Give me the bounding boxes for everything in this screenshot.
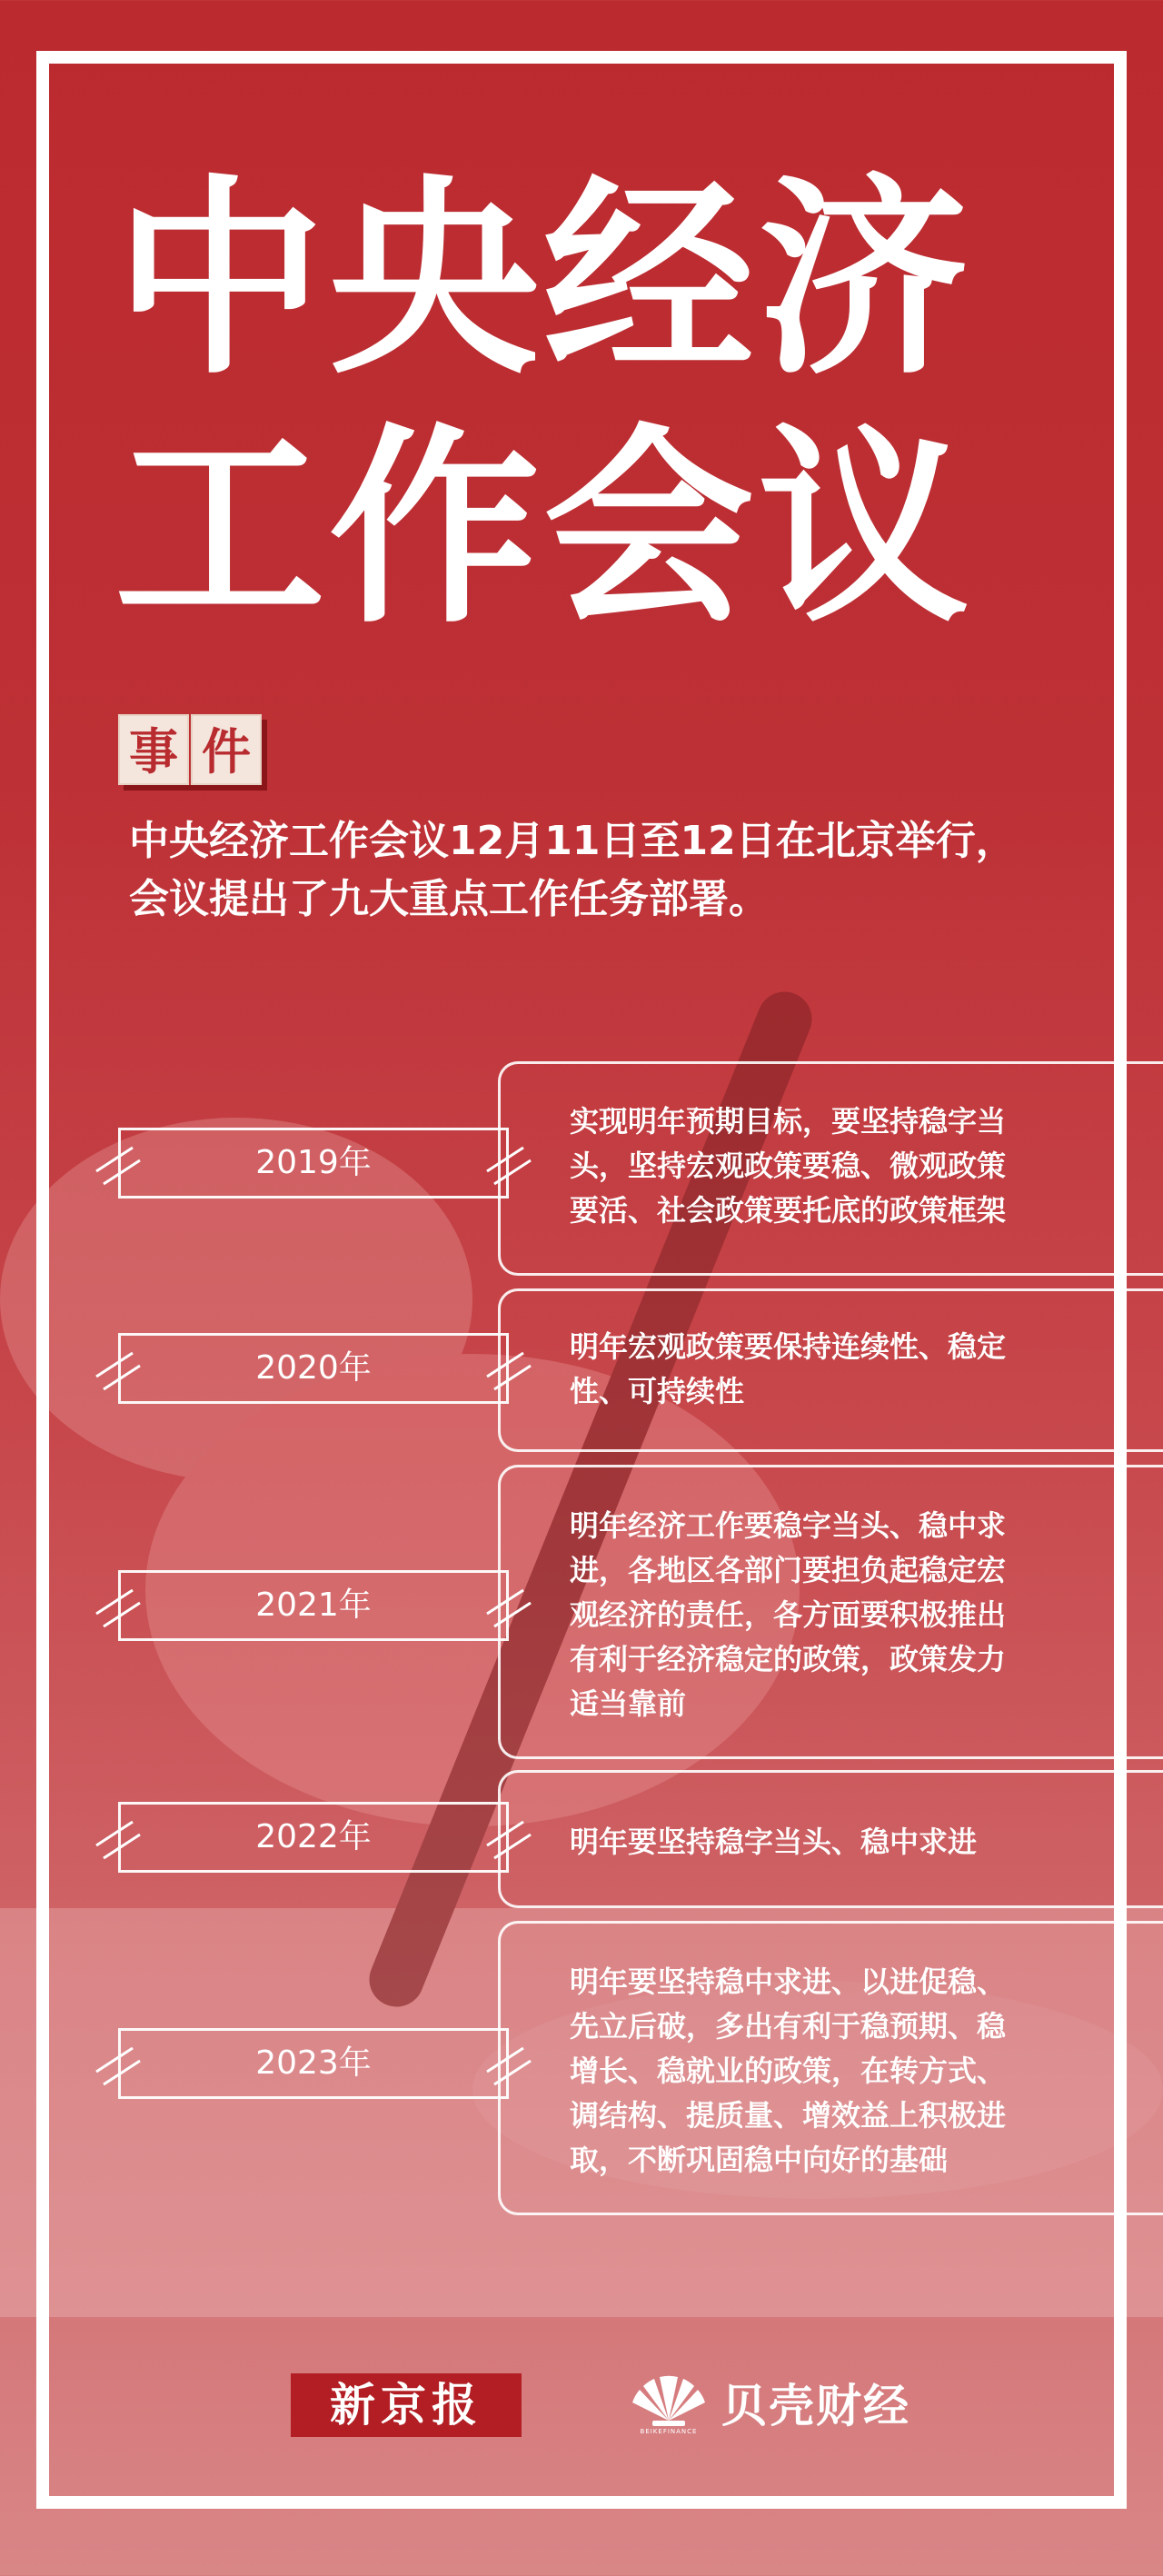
- card-line: 适当靠前: [570, 1686, 687, 1721]
- event-line: 会议提出了九大重点工作任务部署。: [129, 876, 769, 922]
- event-description: [129, 812, 1074, 929]
- timeline-card-2022: [498, 1770, 1163, 1908]
- shell-logo-icon: [625, 2370, 712, 2428]
- double-slash-icon: [482, 1337, 536, 1400]
- year-label-2021: 2021年: [118, 1570, 509, 1641]
- card-line: 明年经济工作要稳字当头、稳中求: [570, 1508, 1007, 1543]
- double-slash-icon: [482, 1131, 536, 1195]
- year-label-2022: 2022年: [118, 1802, 509, 1873]
- card-line: 调结构、提质量、增效益上积极进: [570, 2098, 1007, 2133]
- card-line: 要活、社会政策要托底的政策框架: [570, 1193, 1007, 1228]
- double-slash-icon: [91, 1131, 145, 1195]
- double-slash-icon: [91, 1337, 145, 1400]
- event-tag: [118, 714, 262, 785]
- timeline-card-2019: [498, 1061, 1163, 1276]
- timeline-card-2021: [498, 1465, 1163, 1759]
- card-line: 明年要坚持稳中求进、以进促稳、: [570, 1964, 1007, 1999]
- card-line: 头，坚持宏观政策要稳、微观政策: [570, 1149, 1007, 1183]
- timeline-card-2023: [498, 1921, 1163, 2215]
- title-line-2: 工作会议: [114, 406, 973, 651]
- card-line: 进，各地区各部门要担负起稳定宏: [570, 1553, 1007, 1587]
- year-label-2020: 2020年: [118, 1333, 509, 1404]
- card-line: 明年宏观政策要保持连续性、稳定: [570, 1329, 1007, 1364]
- event-tag-char-1: 事: [118, 714, 189, 785]
- double-slash-icon: [91, 1574, 145, 1637]
- timeline-card-2020: [498, 1288, 1163, 1452]
- card-line: 实现明年预期目标，要坚持稳字当: [570, 1104, 1007, 1139]
- double-slash-icon: [91, 2032, 145, 2095]
- title-line-1: 中央经济: [114, 157, 973, 403]
- double-slash-icon: [91, 1805, 145, 1869]
- event-line: 中央经济工作会议12月11日至12日在北京举行，: [129, 818, 1016, 864]
- card-line: 取，不断巩固稳中向好的基础: [570, 2143, 949, 2177]
- beike-finance-logo: [625, 2370, 910, 2435]
- double-slash-icon: [482, 1574, 536, 1637]
- double-slash-icon: [482, 1805, 536, 1869]
- xinjingbao-logo: 新京报: [291, 2373, 522, 2437]
- double-slash-icon: [482, 2032, 536, 2095]
- event-tag-char-2: 件: [191, 714, 262, 785]
- year-label-2019: 2019年: [118, 1128, 509, 1198]
- card-line: 性、可持续性: [570, 1374, 745, 1408]
- card-line: 有利于经济稳定的政策，政策发力: [570, 1642, 1007, 1676]
- beike-small-text: BEIKEFINANCE: [640, 2428, 698, 2435]
- card-line: 增长、稳就业的政策，在转方式、: [570, 2054, 1007, 2088]
- year-label-2023: 2023年: [118, 2028, 509, 2099]
- card-line: 观经济的责任，各方面要积极推出: [570, 1597, 1007, 1632]
- card-line: 明年要坚持稳字当头、稳中求进: [570, 1825, 978, 1859]
- card-line: 先立后破，多出有利于稳预期、稳: [570, 2009, 1007, 2044]
- beike-name: 贝壳财经: [721, 2380, 910, 2432]
